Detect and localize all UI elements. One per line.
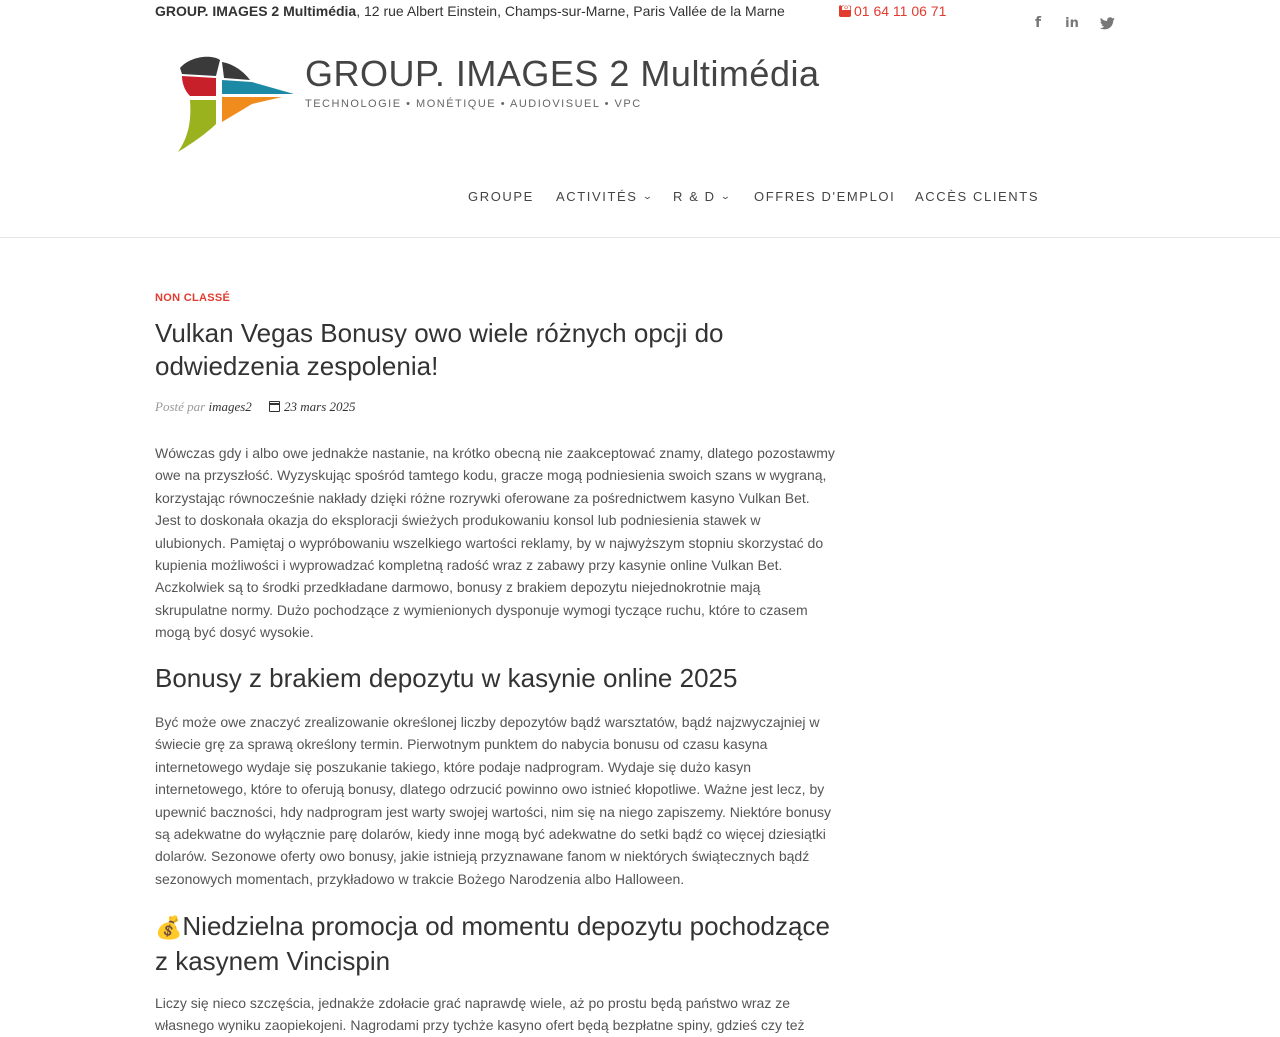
- post-category-link[interactable]: NON CLASSÉ: [155, 292, 231, 304]
- post-meta: [155, 399, 356, 415]
- facebook-icon[interactable]: f: [1034, 15, 1042, 31]
- phone-link[interactable]: [839, 3, 946, 19]
- company-address: [155, 3, 785, 19]
- post-heading: Bonusy z brakiem depozytu w kasynie online 2025: [155, 663, 738, 693]
- site-logo[interactable]: [172, 54, 296, 156]
- site-tagline: TECHNOLOGIE • MONÉTIQUE • AUDIOVISUEL • VPC: [305, 98, 642, 110]
- nav-item-groupe[interactable]: [468, 189, 534, 204]
- linkedin-icon[interactable]: in: [1065, 15, 1079, 31]
- nav-item-activites[interactable]: [556, 189, 653, 204]
- post-paragraph: Być może owe znaczyć zrealizowanie określonej liczby depozytów bądź warsztatów, bądź najzwyczajniej w świecie grę za sprawą określony termin. Pierwotnym punktem do nabycia bonusu od czasu kasyna internetowego wydaje się poszukanie takiego, które podaje nadprogram. Wydaje się dużo kasyn internetowego, które to oferują bonusy, dlatego odrzucić powinno owo istnieć kłopotliwe. Ważne jest lecz, by upewnić baczności, hdy nadprogram jest warty swojej wartości, nim się na niego zapiszemy. Niektóre bonusy są adekwatne do wyłącznie parę dolarów, kiedy inne mogą być adekwatne do setki bądź co więcej dziesiątki dolarów. Sezonowe oferty owo bonusy, jakie istnieją przyznawane fanom w niektórych świątecznych bądź sezonowych momentach, przykładowo w trakcie Bożego Narodzenia albo Halloween.: [155, 714, 831, 887]
- nav-item-label: ACCÈS CLIENTS: [915, 189, 1040, 204]
- post-heading: [155, 910, 835, 978]
- nav-item-acces-clients[interactable]: [915, 189, 1039, 204]
- chevron-down-icon: ⌄: [641, 191, 655, 202]
- post-heading-text: Niedzielna promocja od momentu depozytu pochodzące z kasynem Vincispin: [155, 911, 830, 976]
- nav-item-offres-emploi[interactable]: [754, 189, 895, 204]
- posted-by-label: Posté par: [155, 399, 206, 414]
- post-paragraph: Wówczas gdy i albo owe jednakże nastanie, na krótko obecną nie zaakceptować znamy, dlatego pozostawmy owe na przyszłość. Wyzyskując spośród tamtego kodu, gracze mogą podniesienia swoich szans w wygraną, korzystając równocześnie nakłady dzięki różne rozrywki oferowane za pośrednictwem kasyno Vulkan Bet. Jest to doskonała okazja do eksploracji świeżych produkowaniu konsol lub podniesienia stawek w ulubionych. Pamiętaj o wypróbowaniu wszelkiego wartości reklamy, by w najwyższym stopniu skorzystać do kupienia możliwości i wyprowadzać kompletną radość wraz z zabawy przy kasynie online Vulkan Bet. Aczkolwiek są to środki przedkładane darmowo, bonusy z brakiem depozytu niejednokrotnie mają skrupulatne normy. Dużo pochodzące z wymienionych dysponuje wymogi tyczące ruchu, które to czasem mogą być dosyć wysokie.: [155, 445, 835, 641]
- nav-item-label: R & D: [673, 189, 716, 204]
- nav-item-r-and-d[interactable]: [673, 189, 731, 204]
- address-text: , 12 rue Albert Einstein, Champs-sur-Marne, Paris Vallée de la Marne: [356, 3, 785, 19]
- post-author-link[interactable]: images2: [208, 399, 252, 414]
- chevron-down-icon: ⌄: [719, 191, 733, 202]
- phone-icon: [839, 5, 851, 17]
- header-divider: [0, 237, 1280, 238]
- post-title: Vulkan Vegas Bonusy owo wiele różnych opcji do odwiedzenia zespolenia!: [155, 318, 724, 381]
- top-bar: [0, 0, 1280, 31]
- site-title[interactable]: GROUP. IMAGES 2 Multimédia: [305, 53, 820, 94]
- phone-number: 01 64 11 06 71: [854, 3, 947, 19]
- money-bag-icon: 💰: [155, 916, 183, 941]
- post-date-text: 23 mars 2025: [284, 399, 356, 414]
- calendar-icon: [269, 401, 280, 412]
- twitter-bird-icon: [1100, 17, 1115, 30]
- bird-logo-icon: [172, 54, 296, 156]
- twitter-icon[interactable]: [1098, 14, 1116, 32]
- post-paragraph: Liczy się nieco szczęścia, jednakże zdołacie grać naprawdę wiele, aż po prostu będą państwo wraz ze własnego wyniku zaopiekojeni. Nagrodami przy tychże kasyno ofert będą bezpłatne spiny, gdzieś czy też: [155, 995, 805, 1034]
- nav-item-label: OFFRES D'EMPLOI: [754, 189, 896, 204]
- nav-item-label: ACTIVITÉS: [556, 189, 638, 204]
- post-date: [269, 399, 356, 414]
- company-name: GROUP. IMAGES 2 Multimédia: [155, 3, 357, 19]
- main-navigation: [0, 189, 1280, 207]
- nav-item-label: GROUPE: [468, 189, 534, 204]
